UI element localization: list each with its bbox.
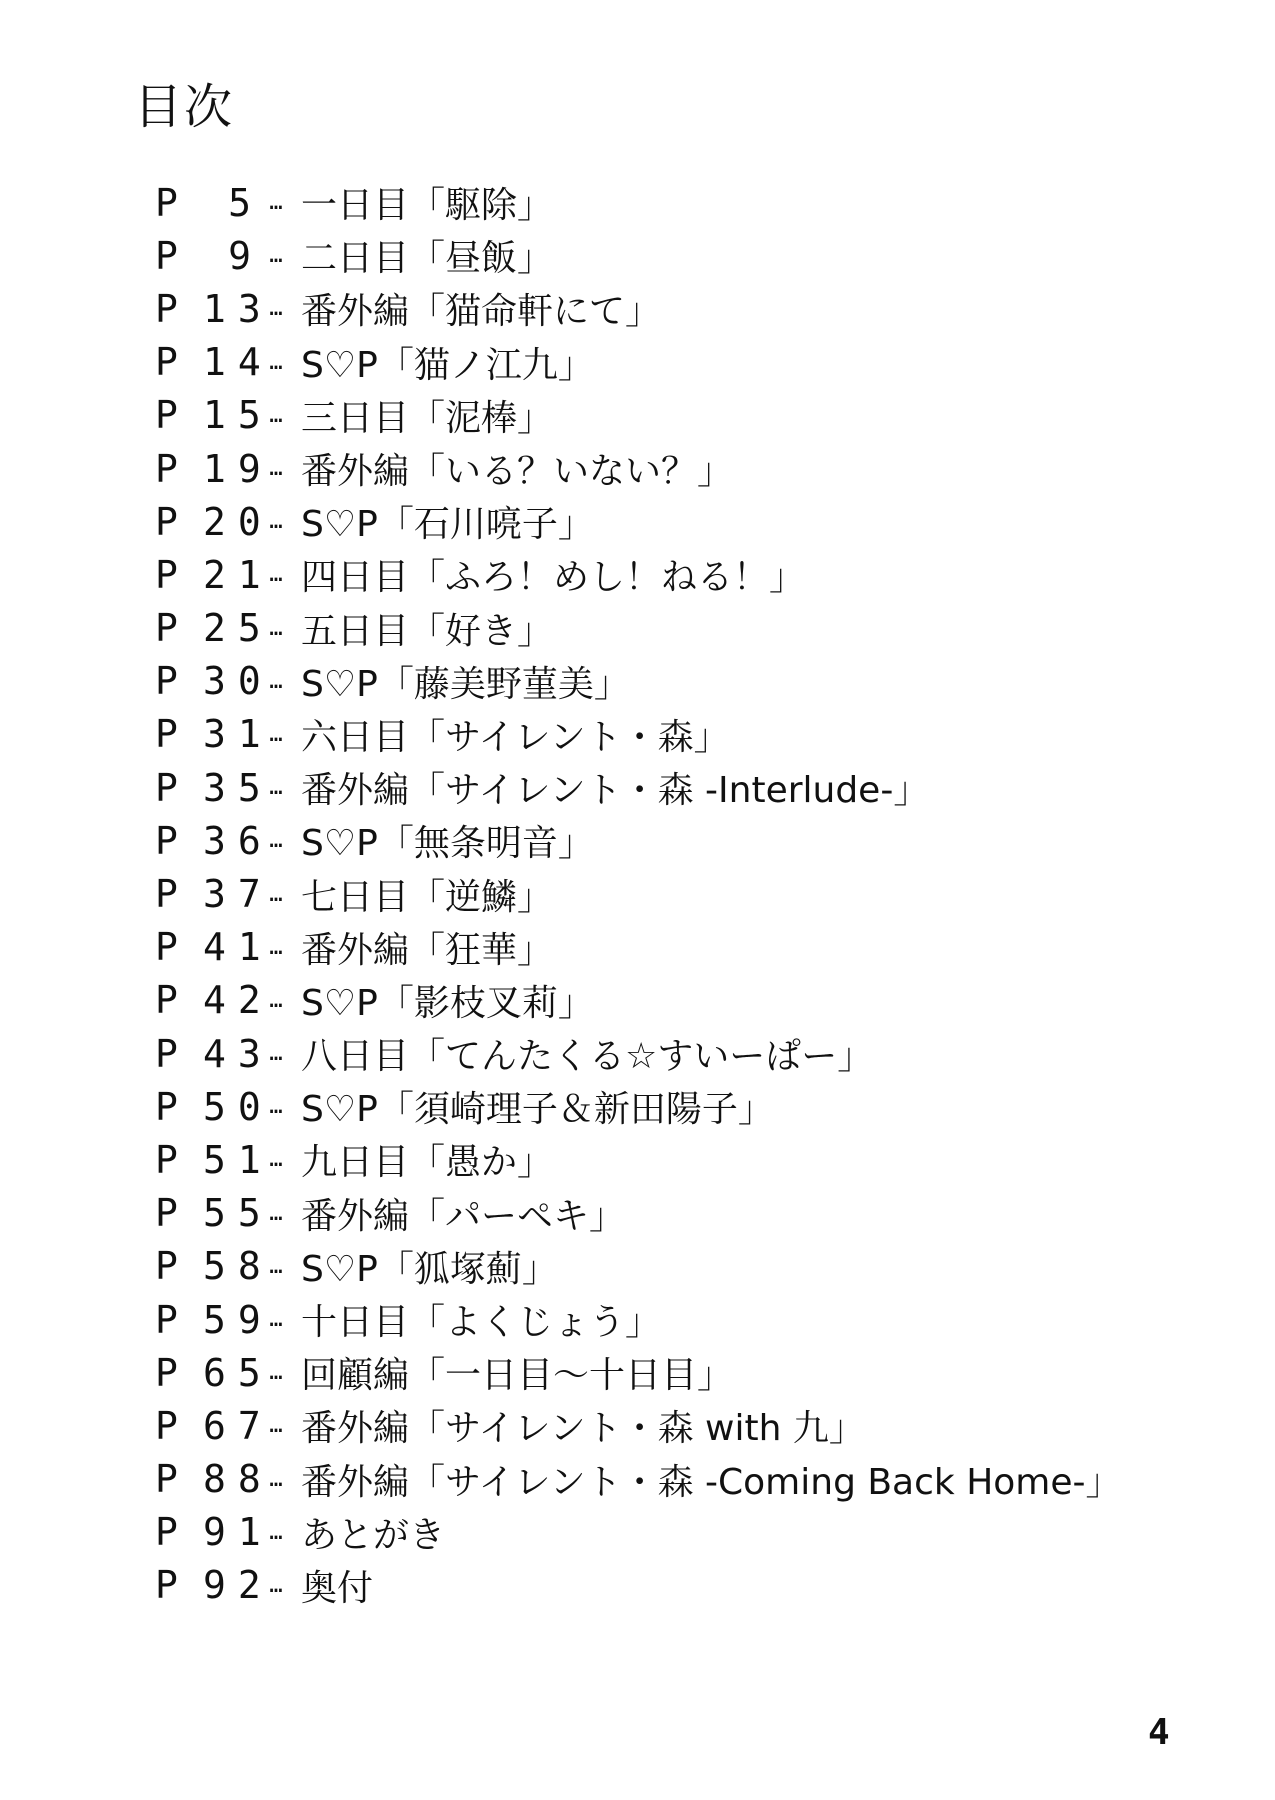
leader-dots: … (269, 1413, 283, 1439)
entry-title: 九日目「愚か」 (301, 1142, 554, 1184)
toc-entry (155, 867, 1122, 920)
entry-title: S♡P「石川喨子」 (301, 504, 594, 546)
toc-entry (155, 1080, 1122, 1133)
leader-dots: … (269, 881, 283, 907)
entry-page: P 19 (155, 446, 273, 491)
page-title: 目次 (134, 79, 235, 135)
leader-dots: … (269, 1041, 283, 1067)
leader-dots: … (269, 1519, 283, 1545)
toc-entry (155, 921, 1122, 974)
entry-page: P 42 (155, 978, 273, 1023)
entry-title: 番外編「パーペキ」 (301, 1195, 626, 1237)
toc-entry (155, 708, 1122, 761)
leader-dots: … (269, 456, 283, 482)
entry-title: 十日目「よくじょう」 (301, 1302, 662, 1344)
entry-title: 番外編「狂華」 (301, 929, 554, 971)
toc-entry (155, 1559, 1122, 1612)
entry-page-number: 9 (228, 233, 263, 278)
entry-page: P 14 (155, 340, 273, 385)
entry-page: P 25 (155, 606, 273, 651)
entry-page: P 20 (155, 499, 273, 544)
toc-entry (155, 229, 1122, 282)
leader-dots: … (269, 775, 283, 801)
entry-title: 二日目「昼飯」 (301, 238, 554, 280)
toc-entry (155, 389, 1122, 442)
entry-title: S♡P「無条明音」 (301, 823, 594, 865)
toc-entry (155, 442, 1122, 495)
entry-title: 奥付 (301, 1567, 374, 1609)
toc-entry (155, 1346, 1122, 1399)
leader-dots: … (269, 934, 283, 960)
entry-title: 一日目「駆除」 (301, 185, 554, 227)
toc-entry (155, 814, 1122, 867)
leader-dots: … (269, 987, 283, 1013)
entry-page: P 9 (155, 233, 263, 278)
entry-page-number: 42 (203, 978, 273, 1023)
leader-dots: … (269, 1200, 283, 1226)
toc-entry (155, 336, 1122, 389)
entry-page-number: 35 (203, 765, 273, 810)
entry-page: P 58 (155, 1244, 273, 1289)
entry-page: P 15 (155, 393, 273, 438)
entry-page-number: 41 (203, 925, 273, 970)
entry-title: S♡P「影枝叉莉」 (301, 982, 594, 1024)
toc-entry (155, 1133, 1122, 1186)
entry-title: 番外編「サイレント・森 -Coming Back Home-」 (301, 1461, 1122, 1503)
entry-title: 番外編「いる？いない？」 (301, 451, 734, 493)
entry-page-number: 19 (203, 446, 273, 491)
toc-entry (155, 176, 1122, 229)
entry-page: P 59 (155, 1297, 273, 1342)
table-of-contents (155, 176, 1122, 1612)
entry-title: あとがき (301, 1514, 446, 1556)
entry-title: 八日目「てんたくる☆すいーぱー」 (301, 1036, 874, 1078)
entry-page-number: 58 (203, 1244, 273, 1289)
leader-dots: … (269, 190, 283, 216)
entry-page-number: 13 (203, 286, 273, 331)
entry-page-number: 20 (203, 499, 273, 544)
entry-page-number: 50 (203, 1084, 273, 1129)
entry-title: S♡P「藤美野菫美」 (301, 663, 630, 705)
entry-page: P 35 (155, 765, 273, 810)
entry-title: S♡P「狐塚薊」 (301, 1248, 558, 1290)
entry-page: P 88 (155, 1457, 273, 1502)
entry-page-number: 67 (203, 1403, 273, 1448)
entry-page-number: 5 (228, 180, 263, 225)
leader-dots: … (269, 562, 283, 588)
entry-page-number: 59 (203, 1297, 273, 1342)
entry-page-number: 37 (203, 872, 273, 917)
entry-title: 七日目「逆鱗」 (301, 876, 554, 918)
leader-dots: … (269, 828, 283, 854)
entry-page: P 36 (155, 818, 273, 863)
toc-entry (155, 602, 1122, 655)
entry-page: P 37 (155, 872, 273, 917)
entry-page: P 43 (155, 1031, 273, 1076)
entry-title: 三日目「泥棒」 (301, 397, 554, 439)
entry-page-number: 88 (203, 1457, 273, 1502)
entry-title: 番外編「サイレント・森 with 九」 (301, 1408, 865, 1450)
toc-entry (155, 282, 1122, 335)
leader-dots: … (269, 1572, 283, 1598)
entry-title: 五日目「好き」 (301, 610, 554, 652)
entry-page-number: 36 (203, 818, 273, 863)
leader-dots: … (269, 1094, 283, 1120)
entry-page-number: 92 (203, 1563, 273, 1608)
entry-page-number: 31 (203, 712, 273, 757)
entry-page-number: 14 (203, 340, 273, 385)
entry-page: P 51 (155, 1137, 273, 1182)
entry-page-number: 55 (203, 1191, 273, 1236)
leader-dots: … (269, 1307, 283, 1333)
toc-entry (155, 1293, 1122, 1346)
toc-entry (155, 1506, 1122, 1559)
entry-page-number: 43 (203, 1031, 273, 1076)
entry-page: P 31 (155, 712, 273, 757)
entry-page: P 21 (155, 552, 273, 597)
leader-dots: … (269, 668, 283, 694)
leader-dots: … (269, 402, 283, 428)
entry-page-number: 51 (203, 1137, 273, 1182)
entry-title: 番外編「サイレント・森 -Interlude-」 (301, 770, 930, 812)
entry-page: P 65 (155, 1350, 273, 1395)
entry-page: P 92 (155, 1563, 273, 1608)
leader-dots: … (269, 615, 283, 641)
entry-page-number: 15 (203, 393, 273, 438)
entry-page: P 67 (155, 1403, 273, 1448)
leader-dots: … (269, 1466, 283, 1492)
leader-dots: … (269, 243, 283, 269)
toc-entry (155, 1240, 1122, 1293)
toc-entry (155, 548, 1122, 601)
entry-page-number: 91 (203, 1510, 273, 1555)
entry-title: S♡P「猫ノ江九」 (301, 344, 594, 386)
entry-page-number: 21 (203, 552, 273, 597)
entry-page-number: 25 (203, 606, 273, 651)
toc-entry (155, 1027, 1122, 1080)
entry-page: P 41 (155, 925, 273, 970)
page-number: 4 (1148, 1712, 1170, 1753)
entry-page-number: 65 (203, 1350, 273, 1395)
entry-title: S♡P「須崎理子＆新田陽子」 (301, 1089, 774, 1131)
entry-title: 回顧編「一日目～十日目」 (301, 1355, 734, 1397)
entry-title: 四日目「ふろ！めし！ねる！」 (301, 557, 806, 599)
entry-page: P 30 (155, 659, 273, 704)
entry-page: P 55 (155, 1191, 273, 1236)
toc-entry (155, 1453, 1122, 1506)
leader-dots: … (269, 1253, 283, 1279)
entry-title: 番外編「猫命軒にて」 (301, 291, 662, 333)
toc-entry (155, 655, 1122, 708)
toc-entry (155, 1399, 1122, 1452)
toc-entry (155, 1187, 1122, 1240)
entry-page: P 91 (155, 1510, 273, 1555)
entry-page: P 50 (155, 1084, 273, 1129)
toc-entry (155, 495, 1122, 548)
entry-title: 六日目「サイレント・森」 (301, 716, 730, 758)
toc-entry (155, 761, 1122, 814)
leader-dots: … (269, 1360, 283, 1386)
leader-dots: … (269, 349, 283, 375)
toc-entry (155, 974, 1122, 1027)
leader-dots: … (269, 296, 283, 322)
leader-dots: … (269, 721, 283, 747)
leader-dots: … (269, 509, 283, 535)
entry-page: P 5 (155, 180, 263, 225)
entry-page-number: 30 (203, 659, 273, 704)
entry-page: P 13 (155, 286, 273, 331)
leader-dots: … (269, 1147, 283, 1173)
